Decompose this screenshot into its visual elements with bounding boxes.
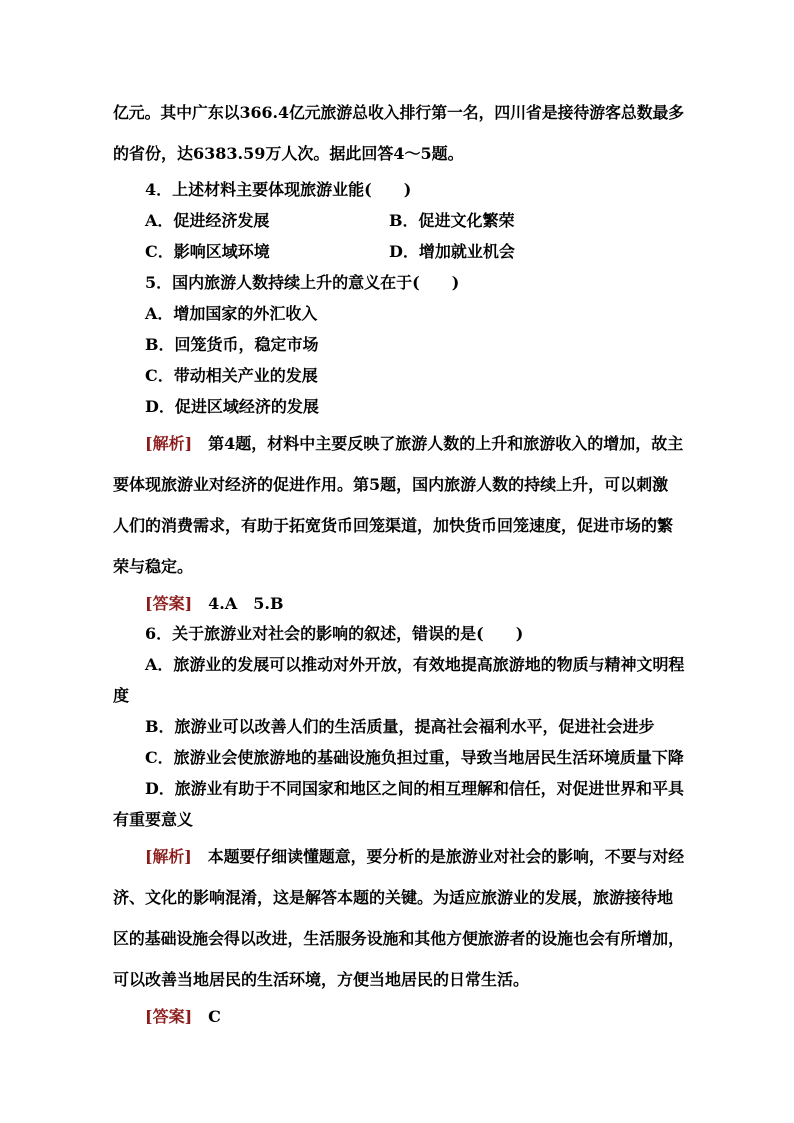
question-6-option-c: C．旅游业会使旅游地的基础设施负担过重，导致当地居民生活环境质量下降 <box>145 748 684 767</box>
analysis-tag: [解析] <box>145 847 192 866</box>
analysis-text: 本题要仔细读懂题意，要分析的是旅游业对社会的影响，不要与对经 <box>207 847 685 866</box>
answer-tag: [答案] <box>145 1007 193 1026</box>
analysis-2-line-2: 济、文化的影响混淆，这是解答本题的关键。为适应旅游业的发展，旅游接待地 <box>113 888 674 907</box>
question-6-option-d-line-1: D．旅游业有助于不同国家和地区之间的相互理解和信任，对促进世界和平具 <box>145 779 684 798</box>
analysis-1-line-1 <box>145 434 683 454</box>
analysis-1-line-2: 要体现旅游业对经济的促进作用。第5题，国内旅游人数的持续上升，可以刺激 <box>113 475 669 494</box>
question-5-option-b: B．回笼货币，稳定市场 <box>145 335 319 354</box>
question-6-option-d-line-2: 有重要意义 <box>113 810 194 829</box>
analysis-text: 第4题，材料中主要反映了旅游人数的上升和旅游收入的增加，故主 <box>208 434 684 453</box>
question-6-option-a-line-1: A．旅游业的发展可以推动对外开放，有效地提高旅游地的物质与精神文明程 <box>145 655 685 674</box>
question-6-option-b: B．旅游业可以改善人们的生活质量，提高社会福利水平，促进社会进步 <box>145 717 655 736</box>
material-line-1: 亿元。其中广东以366.4亿元旅游总收入排行第一名，四川省是接待游客总数最多 <box>113 103 685 122</box>
answer-2 <box>145 1007 221 1027</box>
answer-text: C <box>208 1007 221 1026</box>
answer-1 <box>145 594 284 614</box>
question-5-option-c: C．带动相关产业的发展 <box>145 366 318 385</box>
question-5-stem: 5．国内旅游人数持续上升的意义在于( ) <box>145 273 460 292</box>
analysis-2-line-3: 区的基础设施会得以改进，生活服务设施和其他方便旅游者的设施也会有所增加， <box>113 929 685 948</box>
question-5-option-d: D．促进区域经济的发展 <box>145 397 319 416</box>
analysis-1-line-3: 人们的消费需求，有助于拓宽货币回笼渠道，加快货币回笼速度，促进市场的繁 <box>113 516 674 535</box>
question-4-stem: 4．上述材料主要体现旅游业能( ) <box>145 180 412 199</box>
question-6-stem: 6．关于旅游业对社会的影响的叙述，错误的是( ) <box>145 624 524 643</box>
question-5-option-a: A．增加国家的外汇收入 <box>145 304 318 323</box>
answer-text: 4.A 5.B <box>208 594 284 613</box>
question-4-option-d: D．增加就业机会 <box>389 242 515 261</box>
analysis-1-line-4: 荣与稳定。 <box>113 557 194 576</box>
answer-tag: [答案] <box>145 594 193 613</box>
analysis-tag: [解析] <box>145 434 193 453</box>
analysis-2-line-1 <box>145 847 684 867</box>
analysis-2-line-4: 可以改善当地居民的生活环境，方便当地居民的日常生活。 <box>113 970 530 989</box>
question-6-option-a-line-2: 度 <box>113 686 130 705</box>
material-line-2: 的省份，达6383.59万人次。据此回答4～5题。 <box>113 144 464 163</box>
question-4-option-c: C．影响区域环境 <box>145 242 270 261</box>
question-4-option-a: A．促进经济发展 <box>145 211 270 230</box>
question-4-option-b: B．促进文化繁荣 <box>389 211 515 230</box>
